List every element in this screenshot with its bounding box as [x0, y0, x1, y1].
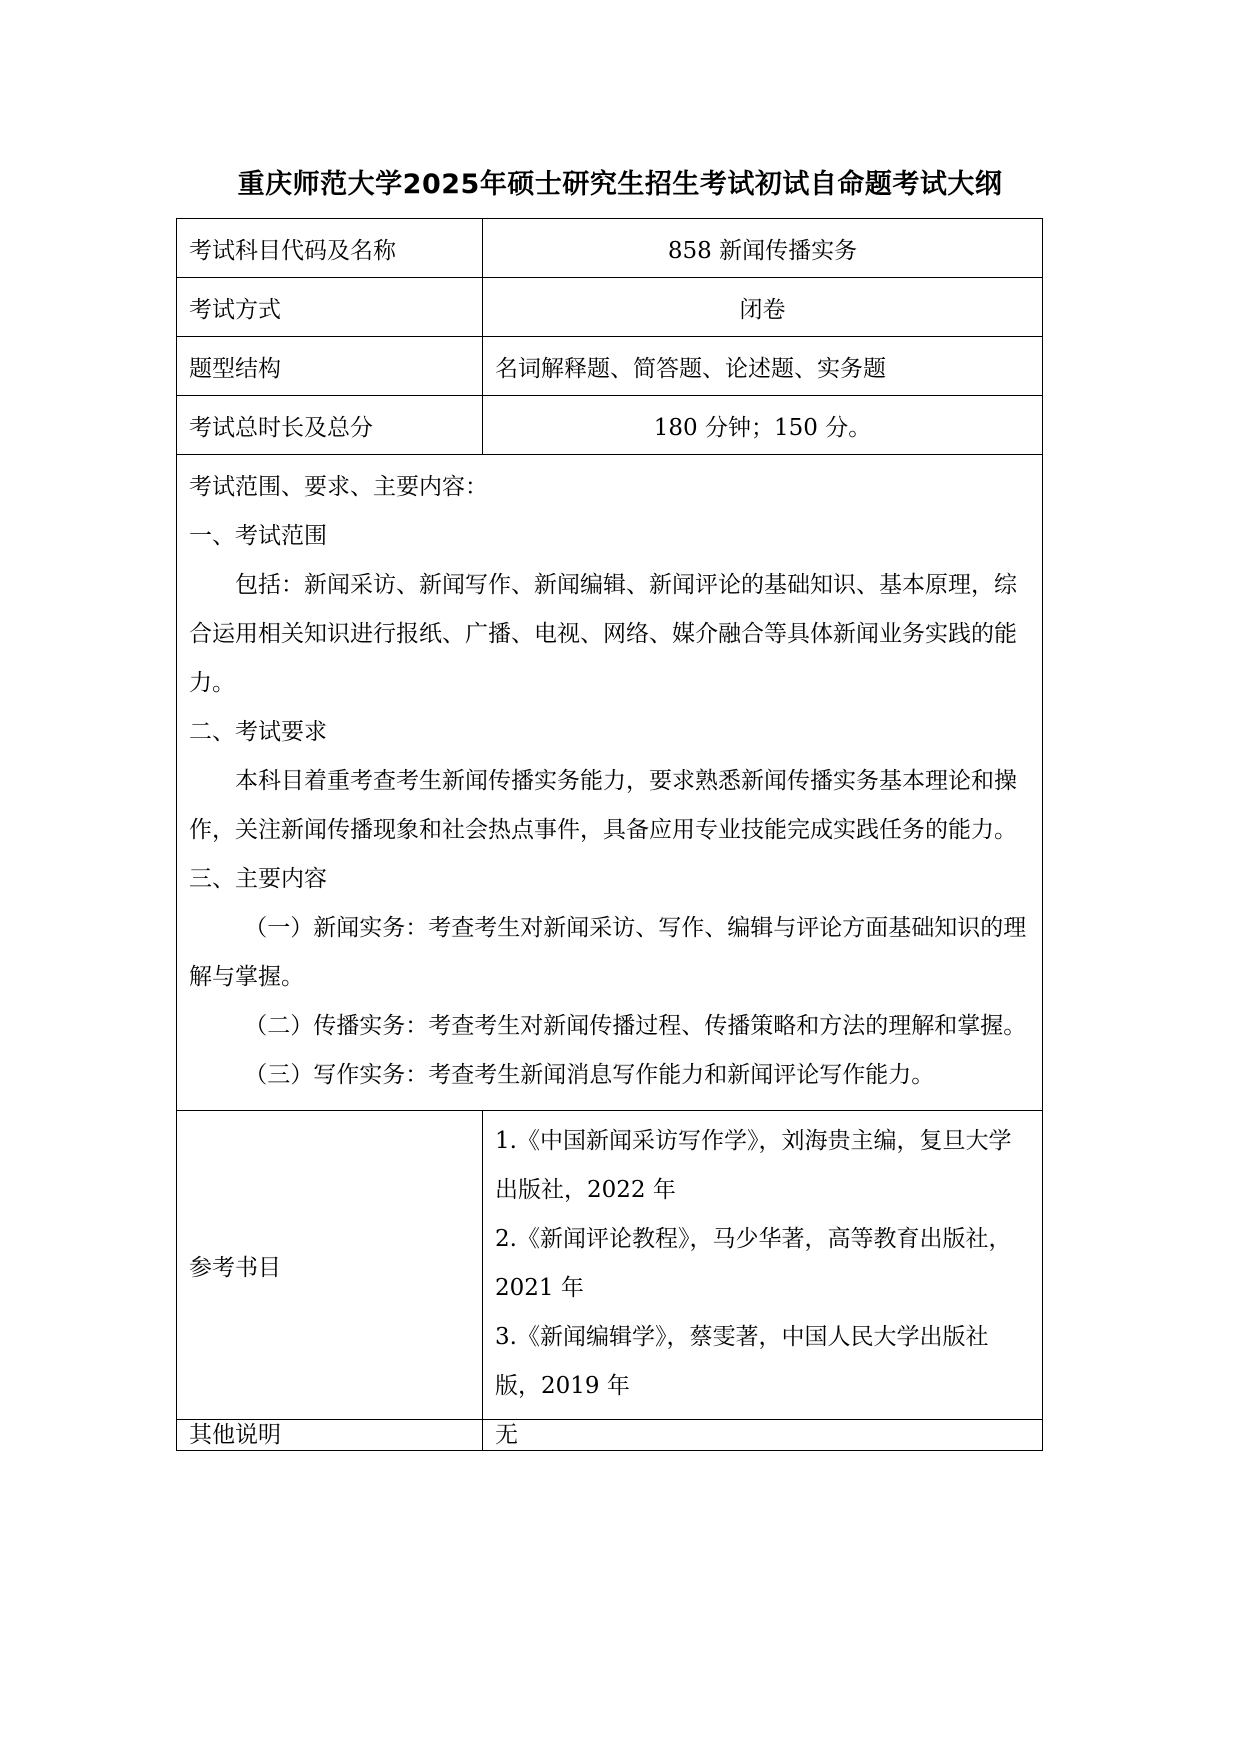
page-title: 重庆师范大学2025年硕士研究生招生考试初试自命题考试大纲 [237, 169, 1003, 200]
section1-body: 包括：新闻采访、新闻写作、新闻编辑、新闻评论的基础知识、基本原理，综合运用相关知识进行报纸、广播、电视、网络、媒介融合等具体新闻业务实践的能力。 [189, 572, 1017, 696]
content-heading: 考试范围、要求、主要内容： [189, 474, 488, 500]
references-list [483, 1111, 1043, 1420]
duration-score-label: 考试总时长及总分 [177, 396, 483, 455]
other-value: 无 [483, 1420, 1043, 1451]
content-cell [177, 455, 1043, 1111]
table-row-question-types [177, 337, 1043, 396]
table-row-duration-score [177, 396, 1043, 455]
subject-label: 考试科目代码及名称 [177, 219, 483, 278]
question-types-value: 名词解释题、简答题、论述题、实务题 [483, 337, 1043, 396]
duration-score-value: 180 分钟；150 分。 [483, 396, 1043, 455]
reference-item: 2.《新闻评论教程》，马少华著，高等教育出版社，2021 年 [495, 1226, 1012, 1301]
content-item-3: （三）写作实务：考查考生新闻消息写作能力和新闻评论写作能力。 [244, 1062, 935, 1088]
table-row-exam-mode [177, 278, 1043, 337]
other-label: 其他说明 [177, 1420, 483, 1451]
references-label: 参考书目 [177, 1111, 483, 1420]
content-item-1: （一）新闻实务：考查考生对新闻采访、写作、编辑与评论方面基础知识的理解与掌握。 [189, 915, 1027, 990]
section3-title: 三、主要内容 [189, 866, 327, 892]
content-item-2: （二）传播实务：考查考生对新闻传播过程、传播策略和方法的理解和掌握。 [244, 1013, 1027, 1039]
table-row-subject [177, 219, 1043, 278]
section2-body: 本科目着重考查考生新闻传播实务能力，要求熟悉新闻传播实务基本理论和操作，关注新闻传播现象和社会热点事件，具备应用专业技能完成实践任务的能力。 [189, 768, 1017, 843]
table-row-references [177, 1111, 1043, 1420]
table-row-other [177, 1420, 1043, 1451]
reference-item: 3.《新闻编辑学》，蔡雯著，中国人民大学出版社版，2019 年 [495, 1324, 989, 1399]
question-types-label: 题型结构 [177, 337, 483, 396]
section1-title: 一、考试范围 [189, 523, 327, 549]
table-row-content [177, 455, 1043, 1111]
exam-outline-table [176, 218, 1043, 1451]
exam-mode-value: 闭卷 [483, 278, 1043, 337]
subject-value: 858 新闻传播实务 [483, 219, 1043, 278]
section2-title: 二、考试要求 [189, 719, 327, 745]
reference-item: 1.《中国新闻采访写作学》，刘海贵主编，复旦大学出版社，2022 年 [495, 1128, 1012, 1203]
exam-mode-label: 考试方式 [177, 278, 483, 337]
